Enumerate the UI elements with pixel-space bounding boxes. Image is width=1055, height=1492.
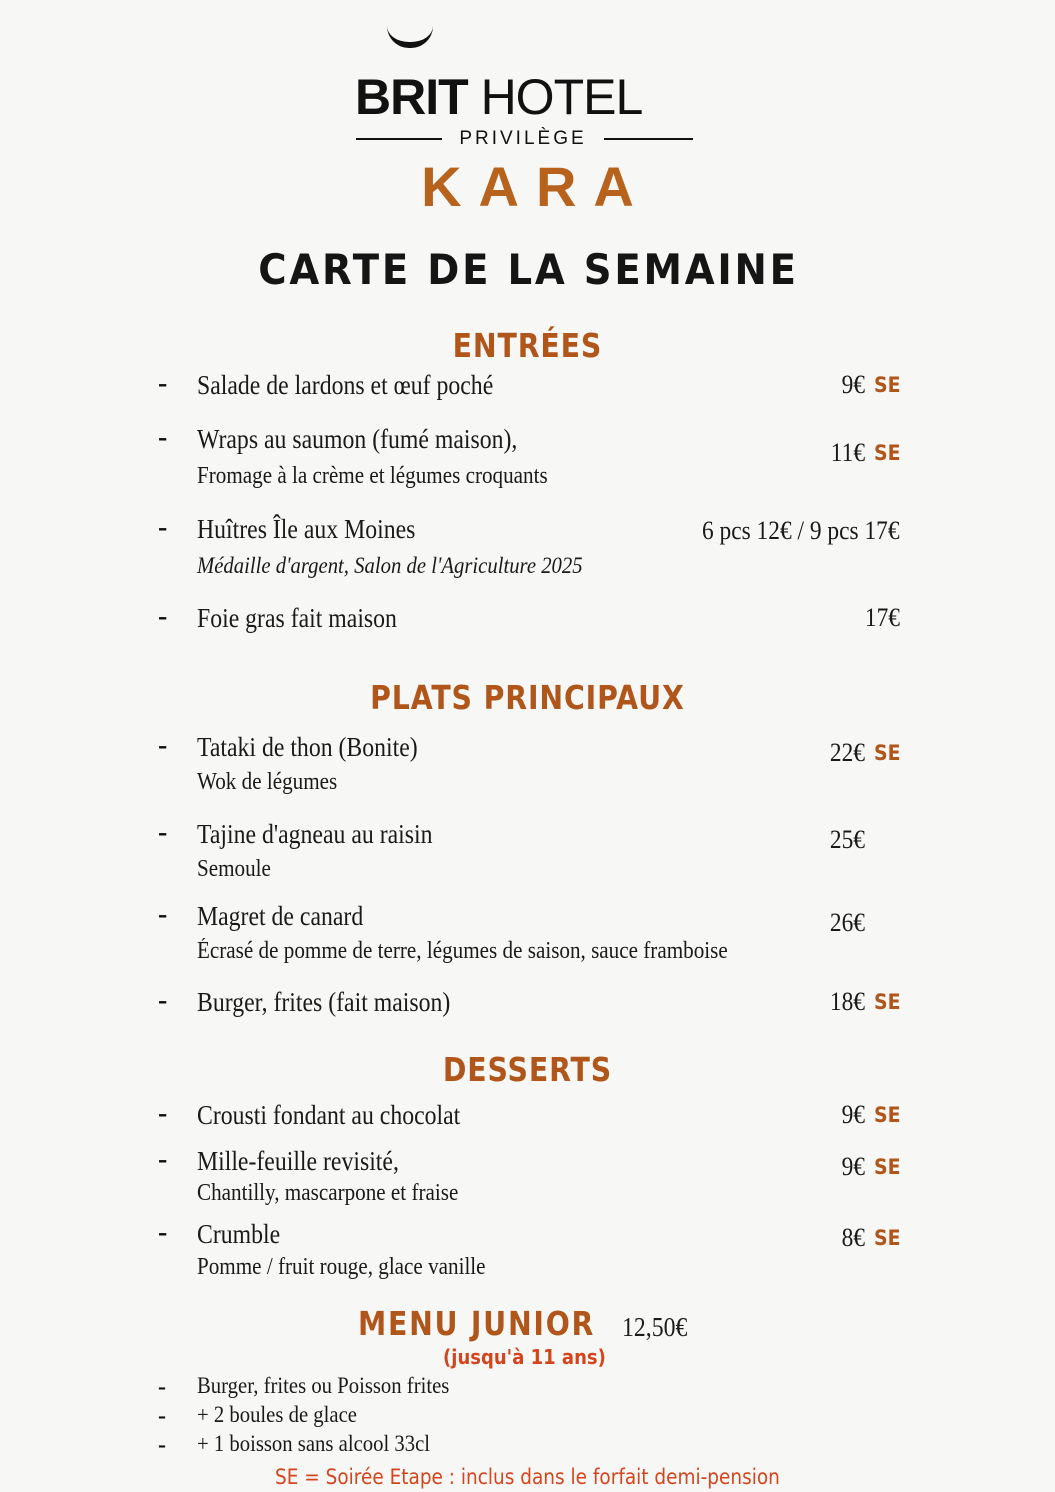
item-dash: -	[158, 985, 168, 1016]
item-price: 8€	[841, 1223, 865, 1252]
item-dash: -	[158, 1217, 168, 1248]
logo-subtitle: PRIVILÈGE	[459, 128, 587, 149]
item-name: Crumble	[197, 1219, 281, 1249]
item-price: 9€	[841, 1152, 865, 1181]
item-dash: -	[158, 512, 168, 543]
item-price: 25€	[829, 825, 865, 854]
item-description: Semoule	[197, 856, 271, 882]
item-description: Pomme / fruit rouge, glace vanille	[197, 1254, 486, 1280]
section-title-plats: PLATS PRINCIPAUX	[370, 678, 685, 717]
se-badge: SE	[874, 1103, 901, 1127]
item-name: Tataki de thon (Bonite)	[197, 732, 418, 762]
item-price: 9€	[841, 370, 865, 399]
item-dash: -	[158, 601, 168, 632]
junior-item: + 1 boisson sans alcool 33cl	[197, 1431, 431, 1456]
item-name: Huîtres Île aux Moines	[197, 514, 416, 544]
item-name: Burger, frites (fait maison)	[197, 987, 451, 1017]
item-dash: -	[158, 1144, 168, 1175]
item-name: Mille-feuille revisité,	[197, 1146, 399, 1176]
item-price: 9€	[841, 1100, 865, 1129]
item-dash: -	[158, 368, 168, 399]
se-badge: SE	[874, 1226, 901, 1250]
se-badge: SE	[874, 990, 901, 1014]
section-title-junior: MENU JUNIOR	[358, 1304, 596, 1343]
item-price: 17€	[864, 603, 900, 632]
item-name: Tajine d'agneau au raisin	[197, 819, 433, 849]
junior-item: + 2 boules de glace	[197, 1402, 357, 1427]
item-dash: -	[158, 1098, 168, 1129]
item-price: 22€	[829, 738, 865, 767]
item-price: 26€	[829, 908, 865, 937]
item-description: Fromage à la crème et légumes croquants	[197, 463, 548, 489]
item-dash: -	[158, 899, 168, 930]
item-award-note: Médaille d'argent, Salon de l'Agriculture 2025	[197, 553, 583, 578]
item-description: Écrasé de pomme de terre, légumes de saison, sauce framboise	[197, 938, 728, 964]
se-badge: SE	[874, 741, 901, 765]
restaurant-name: KARA	[421, 155, 651, 218]
se-badge: SE	[874, 1155, 901, 1179]
item-price: 11€	[830, 438, 865, 467]
junior-item-dash: -	[158, 1374, 166, 1400]
item-description: Wok de légumes	[197, 769, 338, 795]
junior-item-dash: -	[158, 1432, 166, 1458]
item-price: 18€	[829, 987, 865, 1016]
junior-price: 12,50€	[622, 1312, 688, 1342]
item-price: 6 pcs 12€ / 9 pcs 17€	[702, 516, 900, 545]
se-badge: SE	[874, 373, 901, 397]
logo-smile-icon	[387, 26, 433, 48]
junior-item-dash: -	[158, 1403, 166, 1429]
item-dash: -	[158, 817, 168, 848]
logo-divider-right	[604, 138, 693, 140]
item-name: Crousti fondant au chocolat	[197, 1100, 461, 1130]
section-title-entrees: ENTRÉES	[452, 326, 603, 365]
logo-divider-left	[356, 138, 442, 140]
footnote-se: SE = Soirée Etape : inclus dans le forfait demi-pension	[274, 1465, 780, 1489]
item-name: Foie gras fait maison	[197, 603, 397, 633]
item-dash: -	[158, 422, 168, 453]
section-title-desserts: DESSERTS	[442, 1050, 613, 1089]
se-badge: SE	[874, 441, 901, 465]
item-name: Wraps au saumon (fumé maison),	[197, 424, 518, 454]
item-dash: -	[158, 730, 168, 761]
item-name: Salade de lardons et œuf poché	[197, 370, 494, 400]
junior-item: Burger, frites ou Poisson frites	[197, 1373, 450, 1398]
junior-age-limit: (jusqu'à 11 ans)	[443, 1345, 606, 1369]
item-name: Magret de canard	[197, 901, 364, 931]
page-title: CARTE DE LA SEMAINE	[258, 245, 799, 294]
item-description: Chantilly, mascarpone et fraise	[197, 1180, 459, 1206]
hotel-logo: BRIT HOTEL	[355, 69, 643, 125]
